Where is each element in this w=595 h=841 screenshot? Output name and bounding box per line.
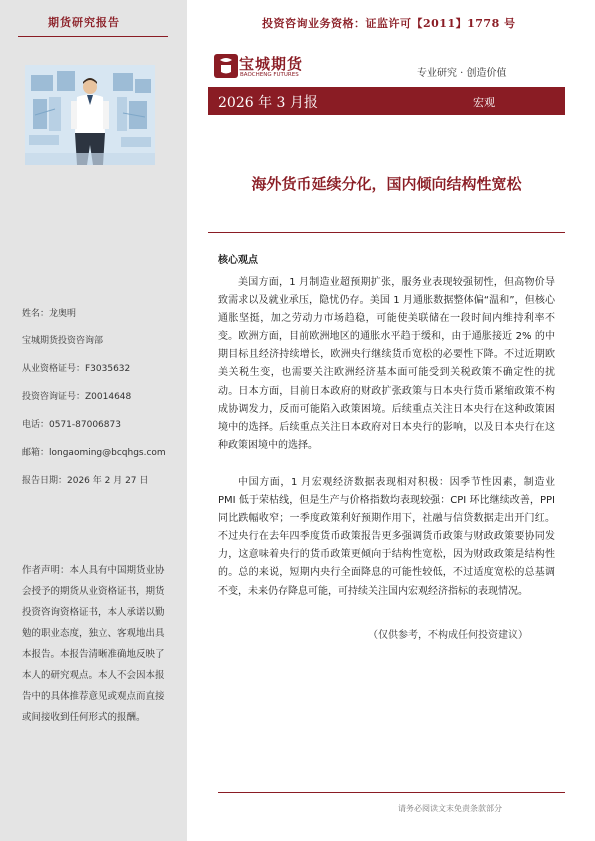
- logo-mark-icon: [213, 52, 241, 80]
- email[interactable]: 邮箱：longaoming@bcqhgs.com: [22, 448, 166, 458]
- author-disclaimer: 作者声明：本人具有中国期货业协会授予的期货从业资格证书，期货投资咨询资格证书，本人承诺以勤勉的职业态度，独立、客观地出具本报告。本报告清晰准确地反映了本人的研究观点。本人不会因本报告中的具体推荐意见或观点而直接或间接收到任何形式的报酬。: [22, 565, 165, 723]
- sidebar: [0, 0, 187, 841]
- sidebar-title-bar: [18, 14, 168, 37]
- license-info: 投资咨询业务资格：证监许可【2011】1778 号: [262, 17, 516, 30]
- logo-chinese: 宝城期货: [239, 55, 304, 73]
- reference-note: （仅供参考，不构成任何投资建议）: [368, 630, 528, 641]
- qualification-cert: 从业资格证号：F3035632: [22, 364, 131, 374]
- phone: 电话：0571-87006873: [22, 420, 121, 430]
- paragraph-overseas: 美国方面，1 月制造业超预期扩张，服务业表现较强韧性，但高物价导致需求以及就业承压，隐忧仍存。美国 1 月通胀数据整体偏“温和”，但核心通胀坚挺，加之劳动力市场趋稳，可能使美联储在一段时间内维持利率不变。欧洲方面，目前欧洲地区的通胀水平趋于缓和，由于通胀接近 2% 的中期目标且经济持续增长，欧洲央行继续货币宽松的必要性下降。不过近期欧美关税生变，也需要关注欧洲经济基本面可能受到关税政策不确定性的扰动。日本方面，目前日本政府的财政扩张政策与日本央行货币紧缩政策不构成协调发力，反而可能陷入政策困境。后续重点关注日本央行在这种政策困境中的选择。后续重点关注日本政府对日本央行的影响，以及日本央行在这种政策困境中的选择。: [218, 277, 555, 451]
- banner-category: 宏观: [473, 96, 495, 109]
- author-name: 姓名：龙奥明: [22, 309, 77, 319]
- cover-photo: [25, 65, 155, 165]
- slogan: 专业研究 · 创造价值: [417, 68, 507, 79]
- businessman-illustration: [25, 65, 155, 165]
- section-heading: 核心观点: [218, 255, 258, 266]
- report-banner: [208, 87, 565, 115]
- company-logo: [213, 52, 323, 82]
- paragraph-china: 中国方面，1 月宏观经济数据表现相对积极：因季节性因素，制造业 PMI 低于荣枯线，但是生产与价格指数均表现较强：CPI 环比继续改善，PPI 同比跌幅收窄；一季度政策利好预期作用下，社融与信贷数据走出开门红。不过央行在去年四季度货币政策报告更多强调货币政策与财政政策要协同发力，这意味着央行的货币政策更倾向于结构性宽松，因为财政政策是结构性的。总的来说，短期内央行全面降息的可能性较低，不过适度宽松的总基调不变，未来仍存降息可能，可持续关注国内宏观经济指标的表现情况。: [218, 477, 555, 597]
- report-title: 海外货币延续分化，国内倾向结构性宽松: [251, 175, 522, 193]
- banner-date: 2026 年 3 月报: [218, 95, 318, 111]
- advisory-cert: 投资咨询证号：Z0014648: [22, 392, 132, 402]
- report-category: 期货研究报告: [48, 16, 120, 29]
- report-date: 报告日期：2026 年 2 月 27 日: [22, 476, 149, 486]
- footer-divider: [218, 792, 565, 793]
- logo-english: BAOCHENG FUTURES: [240, 72, 299, 78]
- divider: [208, 232, 565, 233]
- department: 宝城期货投资咨询部: [22, 336, 104, 346]
- footer-text: 请务必阅读文末免责条款部分: [398, 804, 502, 813]
